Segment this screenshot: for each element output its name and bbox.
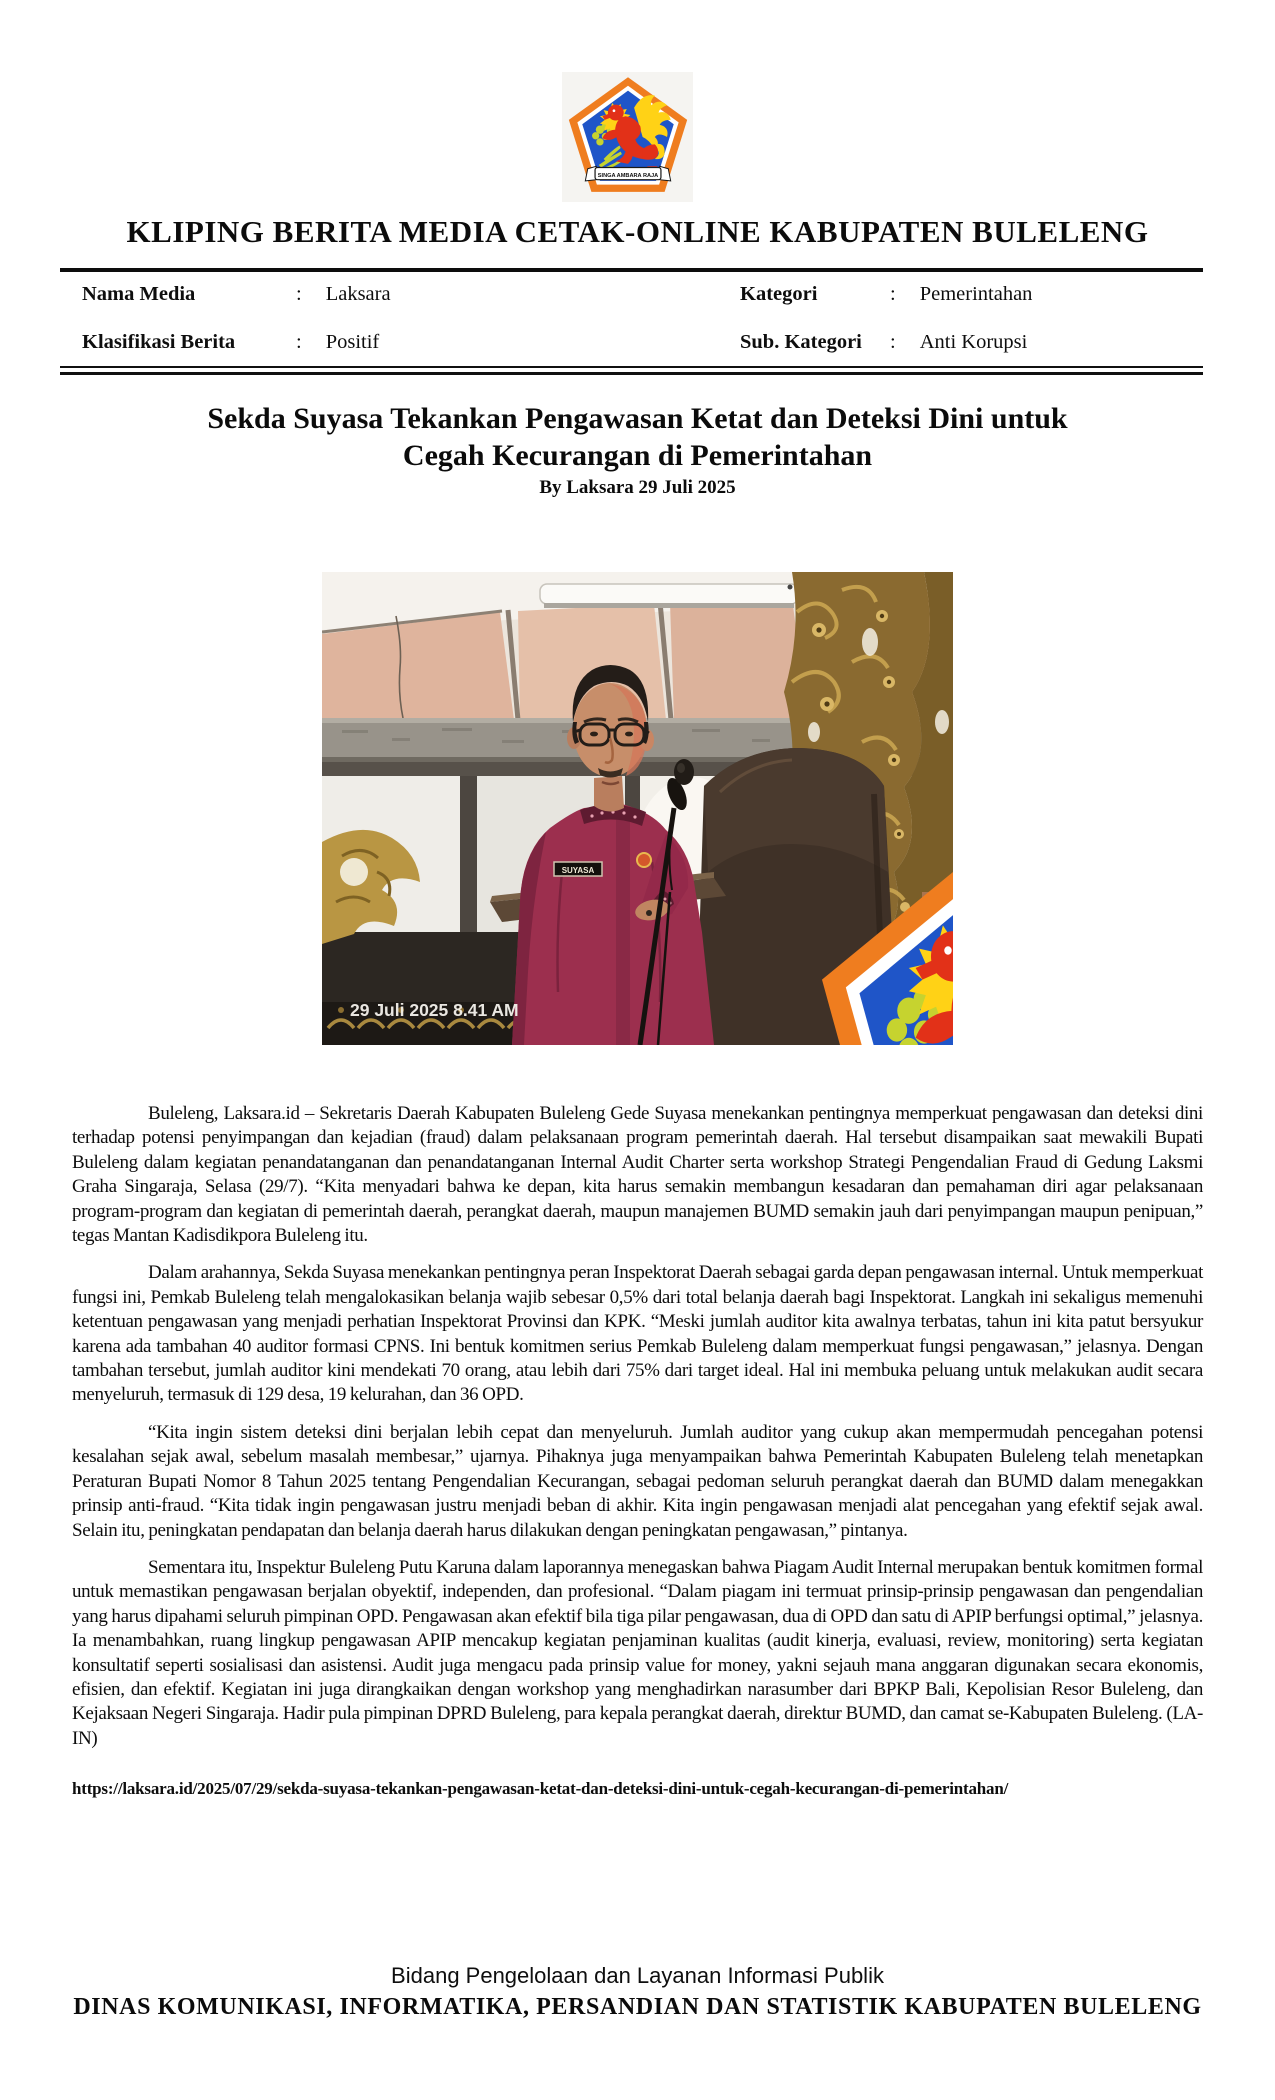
klasifikasi-label: Klasifikasi Berita	[82, 331, 236, 353]
title-divider	[60, 268, 1203, 272]
kategori-value: Pemerintahan	[919, 283, 1033, 305]
nama-media-value: Laksara	[325, 283, 391, 305]
meta-divider	[60, 366, 1203, 375]
sub-kategori-value: Anti Korupsi	[919, 331, 1028, 353]
meta-row-sub-kategori	[740, 331, 1027, 354]
article-title-line1: Sekda Suyasa Tekankan Pengawasan Ketat dan Deteksi Dini untuk	[207, 402, 1068, 435]
colon: :	[890, 331, 896, 353]
paragraph-4: Sementara itu, Inspektur Buleleng Putu Karuna dalam laporannya menegaskan bahwa Piagam Audit Internal merupakan bentuk komitmen formal untuk memastikan pengawasan berjalan obyektif, independen, dan profesional. “Dalam piagam ini termuat prinsip-prinsip pengawasan dan pengendalian yang harus dipahami seluruh pimpinan OPD. Pengawasan akan efektif bila tiga pilar pengawasan, dua di OPD dan satu di APIP berfungsi optimal,” jelasnya. Ia menambahkan, ruang lingkup pengawasan APIP mencakup kegiatan penjaminan kualitas (audit kinerja, evaluasi, review, monitoring) serta kegiatan konsultatif seperti sosialisasi dan asistensi. Audit juga mengacu pada prinsip value for money, yakni sejauh mana anggaran digunakan secara ekonomis, efisien, dan efektif. Kegiatan ini juga dirangkaikan dengan workshop yang menghadirkan narasumber dari BPKP Bali, Kepolisian Resor Buleleng, dan Kejaksaan Negeri Singaraja. Hadir pula pimpinan DPRD Buleleng, para kepala perangkat daerah, direktur BUMD, dan camat se-Kabupaten Buleleng. (LA-IN)	[72, 1556, 1203, 1749]
article-body	[72, 1102, 1203, 1764]
article-title	[0, 400, 1275, 474]
source-url-link[interactable]: https://laksara.id/2025/07/29/sekda-suyasa-tekankan-pengawasan-ketat-dan-deteksi-dini-untuk-cegah-kecurangan-di-pemerintahan/	[72, 1779, 1009, 1798]
sub-kategori-label: Sub. Kategori	[740, 331, 862, 353]
colon: :	[296, 331, 302, 353]
meta-row-nama-media	[82, 283, 391, 306]
light-fixture	[540, 584, 798, 608]
colon: :	[296, 283, 302, 305]
footer-dinas: DINAS KOMUNIKASI, INFORMATIKA, PERSANDIAN DAN STATISTIK KABUPATEN BULELENG	[73, 1994, 1202, 2020]
meta-row-kategori	[740, 283, 1032, 306]
name-tag-text: SUYASA	[561, 866, 595, 875]
document-title: KLIPING BERITA MEDIA CETAK-ONLINE KABUPATEN BULELENG	[126, 214, 1149, 249]
article-title-line2: Cegah Kecurangan di Pemerintahan	[402, 439, 873, 472]
meta-row-klasifikasi	[82, 331, 379, 354]
footer-bidang: Bidang Pengelolaan dan Layanan Informasi Publik	[391, 1963, 884, 1988]
paragraph-1: Buleleng, Laksara.id – Sekretaris Daerah Kabupaten Buleleng Gede Suyasa menekankan pentingnya memperkuat pengawasan dan deteksi dini terhadap potensi penyimpangan dan kejadian (fraud) dalam pelaksanaan program pemerintah daerah. Hal tersebut disampaikan saat mewakili Bupati Buleleng dalam kegiatan penandatanganan dan penandatanganan Internal Audit Charter serta workshop Strategi Pengendalian Fraud di Gedung Laksmi Graha Singaraja, Selasa (29/7). “Kita menyadari bahwa ke depan, kita harus semakin membangun kesadaran dan pemahaman diri agar pelaksanaan program-program dan kegiatan di pemerintah daerah, perangkat daerah, maupun manajemen BUMD semakin jauh dari penyimpangan maupun penipuan,” tegas Mantan Kadisdikpora Buleleng itu.	[72, 1103, 1203, 1247]
paragraph-3: “Kita ingin sistem deteksi dini berjalan lebih cepat dan menyeluruh. Jumlah auditor yang cukup akan mempermudah pencegahan potensi kesalahan sejak awal, sebelum masalah membesar,” ujarnya. Pihaknya juga menyampaikan bahwa Pemerintah Kabupaten Buleleng telah menetapkan Peraturan Bupati Nomor 8 Tahun 2025 tentang Pengendalian Kecurangan, sebagai pedoman seluruh perangkat daerah dan BUMD dalam menegakkan prinsip anti-fraud. “Kita tidak ingin pengawasan justru menjadi beban di akhir. Kita ingin pengawasan menjadi alat pencegahan yang efektif sejak awal. Selain itu, peningkatan pendapatan dan belanja daerah harus dilakukan dengan peningkatan pengawasan,” pintanya.	[72, 1421, 1203, 1541]
article-photo	[322, 572, 953, 1045]
buleleng-logo	[562, 72, 693, 202]
colon: :	[890, 283, 896, 305]
article-byline: By Laksara 29 Juli 2025	[539, 477, 736, 498]
photo-illustration	[322, 572, 953, 1045]
kategori-label: Kategori	[740, 283, 818, 305]
photo-timestamp: 29 Juli 2025 8.41 AM	[350, 1000, 519, 1020]
nama-media-label: Nama Media	[82, 283, 196, 305]
klasifikasi-value: Positif	[325, 331, 380, 353]
paragraph-2: Dalam arahannya, Sekda Suyasa menekankan pentingnya peran Inspektorat Daerah sebagai garda depan pengawasan internal. Untuk memperkuat fungsi ini, Pemkab Buleleng telah mengalokasikan belanja wajib sebesar 0,5% dari total belanja daerah bagi Inspektorat. Langkah ini sekaligus memenuhi ketentuan pengawasan yang menjadi perhatian Inspektorat Provinsi dan KPK. “Meski jumlah auditor kita awalnya terbatas, tahun ini kita patut bersyukur karena ada tambahan 40 auditor formasi CPNS. Ini bentuk komitmen serius Pemkab Buleleng dalam memperkuat fungsi pengawasan,” jelasnya. Dengan tambahan tersebut, jumlah auditor kini mendekati 70 orang, atau lebih dari 75% dari target ideal. Hal ini membuka peluang untuk melakukan audit secara menyeluruh, termasuk di 129 desa, 19 kelurahan, dan 36 OPD.	[72, 1262, 1203, 1406]
buleleng-emblem-icon	[567, 75, 689, 199]
